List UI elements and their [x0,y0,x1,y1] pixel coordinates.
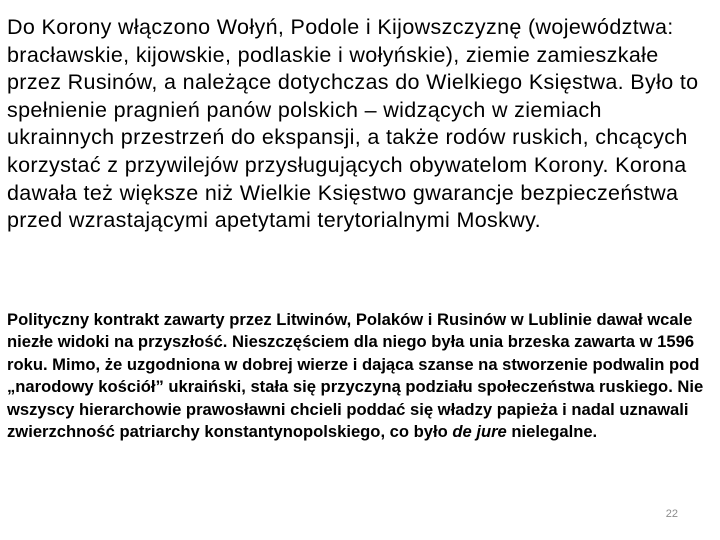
main-paragraph: Do Korony włączono Wołyń, Podole i Kijowszczyznę (województwa: bracławskie, kijowskie, podlaskie i wołyńskie), ziemie zamieszkałe przez Rusinów, a należące dotychczas do Wielkiego Księstwa. Było to spełnienie pragnień panów polskich – widzących w ziemiach ukrainnych przestrzeń do ekspansji, a także rodów ruskich, chcących korzystać z przywilejów przysługujących obywatelom Korony. Korona dawała też większe niż Wielkie Księstwo gwarancje bezpieczeństwa przed wzrastającymi apetytami terytorialnymi Moskwy. [7,15,699,233]
second-paragraph-italic: de jure [452,422,507,442]
second-paragraph [7,309,713,443]
second-paragraph-end: nielegalne. [506,422,598,442]
second-paragraph-text: Polityczny kontrakt zawarty przez Litwinów, Polaków i Rusinów w Lublinie dawał wcale niezłe widoki na przyszłość. Nieszczęściem dla niego była unia brzeska zawarta w 1596 roku. Mimo, że uzgodniona w dobrej wierze i dająca szanse na stworzenie podwalin pod „narodowy kościół” ukraiński, stała się przyczyną podziału społeczeństwa ruskiego. Nie wszyscy hierarchowie prawosławni chcieli poddać się władzy papieża i nadal uznawali zwierzchność patriarchy konstantynopolskiego, co było [7,310,704,442]
page-number: 22 [665,508,678,520]
